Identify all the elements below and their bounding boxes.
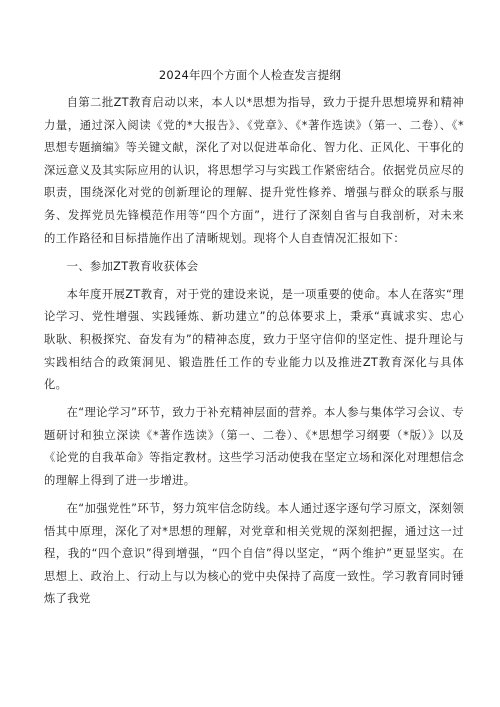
body-paragraph: 在“理论学习”环节，致力于补充精神层面的营养。本人参与集体学习会议、专题研讨和独立深读《*著作选读》（第一、二卷）、《*思想学习纲要（*版）》以及《论党的自我革命》等指定教材。这些学习活动使我在坚定立场和深化对理想信念的理解上得到了进一步增进。 xyxy=(44,406,464,487)
section-heading: 一、参加ZT教育收获体会 xyxy=(66,259,199,273)
document-title: 2024年四个方面个人检查发言提纲 xyxy=(158,68,342,82)
body-paragraph: 本年度开展ZT教育，对于党的建设来说，是一项重要的使命。本人在落实“理论学习、党性增强、实践锤炼、新功建立”的总体要求上，秉承“真诚求实、忠心耿耿、积极探究、奋发有为”的精神态度，致力于坚守信仰的坚定性、提升理论与实践相结合的政策洞见、锻造胜任工作的专业能力以及推进ZT教育深化与具体化。 xyxy=(44,287,464,392)
intro-paragraph: 自第二批ZT教育启动以来，本人以*思想为指导，致力于提升思想境界和精神力量，通过深入阅读《党的*大报告》、《党章》、《*著作选读》（第一、二卷）、《*思想专题摘编》等关键文献，深化了对以促进革命化、智力化、正风化、干事化的深远意义及其实际应用的认识，将思想学习与实践工作紧密结合。依据党员应尽的职责，围绕深化对党的创新理论的理解、提升党性修养、增强与群众的联系与服务、发挥党员先锋模范作用等“四个方面”，进行了深刻自省与自我剖析，对未来的工作路径和目标措施作出了清晰规划。现将个人自查情况汇报如下： xyxy=(44,96,464,245)
document-body xyxy=(44,92,464,611)
body-paragraph: 在“加强党性”环节，努力筑牢信念防线。本人通过逐字逐句学习原文，深刻领悟其中原理，深化了对*思想的理解，对党章和相关党规的深刻把握，通过这一过程，我的“四个意识”得到增强，“四个自信”得以坚定，“两个维护”更显坚实。在思想上、政治上、行动上与以为核心的党中央保持了高度一致性。学习教育同时锤炼了我党 xyxy=(44,502,464,606)
